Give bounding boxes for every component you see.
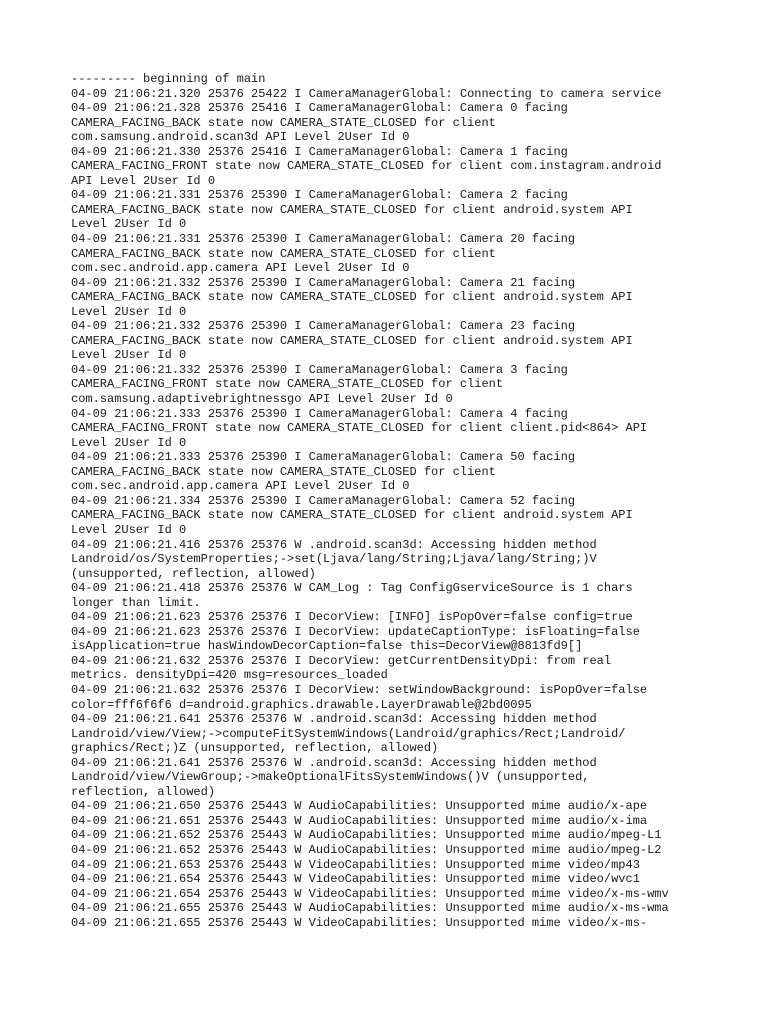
log-line: Level 2User Id 0 xyxy=(71,217,187,232)
log-line: 04-09 21:06:21.652 25376 25443 W AudioCapabilities: Unsupported mime audio/mpeg-L2 xyxy=(71,842,662,857)
log-line: (unsupported, reflection, allowed) xyxy=(71,566,316,581)
log-line: 04-09 21:06:21.331 25376 25390 I CameraManagerGlobal: Camera 2 facing xyxy=(71,188,568,203)
log-line: com.sec.android.app.camera API Level 2User Id 0 xyxy=(71,261,410,276)
log-line: 04-09 21:06:21.333 25376 25390 I CameraManagerGlobal: Camera 4 facing xyxy=(71,406,568,421)
log-line: 04-09 21:06:21.416 25376 25376 W .android.scan3d: Accessing hidden method xyxy=(71,537,597,552)
log-line: CAMERA_FACING_BACK state now CAMERA_STATE_CLOSED for client xyxy=(71,246,496,261)
log-line: 04-09 21:06:21.651 25376 25443 W AudioCapabilities: Unsupported mime audio/x-ima xyxy=(71,813,648,828)
log-line: 04-09 21:06:21.652 25376 25443 W AudioCapabilities: Unsupported mime audio/mpeg-L1 xyxy=(71,828,662,843)
log-line: isApplication=true hasWindowDecorCaption=false this=DecorView@8813fd9[] xyxy=(71,639,583,654)
log-line: reflection, allowed) xyxy=(71,784,216,799)
log-line: CAMERA_FACING_FRONT state now CAMERA_STATE_CLOSED for client client.pid<864> API xyxy=(71,421,648,436)
log-output xyxy=(71,72,711,930)
log-line: 04-09 21:06:21.632 25376 25376 I DecorView: getCurrentDensityDpi: from real xyxy=(71,653,612,668)
log-line: CAMERA_FACING_BACK state now CAMERA_STATE_CLOSED for client android.system API xyxy=(71,202,633,217)
log-line: CAMERA_FACING_FRONT state now CAMERA_STATE_CLOSED for client com.instagram.android xyxy=(71,159,662,174)
log-line: 04-09 21:06:21.641 25376 25376 W .android.scan3d: Accessing hidden method xyxy=(71,712,597,727)
log-line: 04-09 21:06:21.654 25376 25443 W VideoCapabilities: Unsupported mime video/wvc1 xyxy=(71,872,640,887)
log-line: CAMERA_FACING_BACK state now CAMERA_STATE_CLOSED for client android.system API xyxy=(71,508,633,523)
log-line: 04-09 21:06:21.632 25376 25376 I DecorView: setWindowBackground: isPopOver=false xyxy=(71,682,648,697)
log-line: 04-09 21:06:21.654 25376 25443 W VideoCapabilities: Unsupported mime video/x-ms-wmv xyxy=(71,886,669,901)
log-line: Level 2User Id 0 xyxy=(71,348,187,363)
log-line: 04-09 21:06:21.623 25376 25376 I DecorView: [INFO] isPopOver=false config=true xyxy=(71,610,633,625)
log-line: 04-09 21:06:21.655 25376 25443 W VideoCapabilities: Unsupported mime video/x-ms- xyxy=(71,915,648,930)
log-line: Landroid/view/ViewGroup;->makeOptionalFitsSystemWindows()V (unsupported, xyxy=(71,770,590,785)
log-line: 04-09 21:06:21.418 25376 25376 W CAM_Log : Tag ConfigGserviceSource is 1 chars xyxy=(71,581,633,596)
log-line: com.sec.android.app.camera API Level 2User Id 0 xyxy=(71,479,410,494)
log-line: 04-09 21:06:21.333 25376 25390 I CameraManagerGlobal: Camera 50 facing xyxy=(71,450,576,465)
log-line: 04-09 21:06:21.650 25376 25443 W AudioCapabilities: Unsupported mime audio/x-ape xyxy=(71,799,648,814)
log-line: 04-09 21:06:21.330 25376 25416 I CameraManagerGlobal: Camera 1 facing xyxy=(71,144,568,159)
log-line: 04-09 21:06:21.331 25376 25390 I CameraManagerGlobal: Camera 20 facing xyxy=(71,232,576,247)
log-line: Level 2User Id 0 xyxy=(71,435,187,450)
log-line: com.samsung.adaptivebrightnessgo API Level 2User Id 0 xyxy=(71,392,453,407)
log-line: 04-09 21:06:21.320 25376 25422 I CameraManagerGlobal: Connecting to camera service xyxy=(71,86,662,101)
log-line: API Level 2User Id 0 xyxy=(71,173,216,188)
log-line: 04-09 21:06:21.332 25376 25390 I CameraManagerGlobal: Camera 21 facing xyxy=(71,275,576,290)
log-line: CAMERA_FACING_FRONT state now CAMERA_STATE_CLOSED for client xyxy=(71,377,504,392)
log-line: graphics/Rect;)Z (unsupported, reflection, allowed) xyxy=(71,741,439,756)
log-line: Level 2User Id 0 xyxy=(71,522,187,537)
log-line: 04-09 21:06:21.655 25376 25443 W AudioCapabilities: Unsupported mime audio/x-ms-wma xyxy=(71,901,669,916)
log-line: 04-09 21:06:21.332 25376 25390 I CameraManagerGlobal: Camera 3 facing xyxy=(71,362,568,377)
log-line: --------- beginning of main xyxy=(71,72,266,86)
log-line: com.samsung.android.scan3d API Level 2User Id 0 xyxy=(71,130,410,145)
log-line: metrics. densityDpi=420 msg=resources_loaded xyxy=(71,668,388,683)
log-line: 04-09 21:06:21.641 25376 25376 W .android.scan3d: Accessing hidden method xyxy=(71,755,597,770)
log-line: 04-09 21:06:21.328 25376 25416 I CameraManagerGlobal: Camera 0 facing xyxy=(71,101,568,116)
log-line: CAMERA_FACING_BACK state now CAMERA_STATE_CLOSED for client android.system API xyxy=(71,290,633,305)
log-line: 04-09 21:06:21.623 25376 25376 I DecorView: updateCaptionType: isFloating=false xyxy=(71,624,640,639)
log-line: longer than limit. xyxy=(71,595,201,610)
log-line: CAMERA_FACING_BACK state now CAMERA_STATE_CLOSED for client xyxy=(71,115,496,130)
log-line: Level 2User Id 0 xyxy=(71,304,187,319)
log-line: Landroid/view/View;->computeFitSystemWindows(Landroid/graphics/Rect;Landroid/ xyxy=(71,726,626,741)
log-line: CAMERA_FACING_BACK state now CAMERA_STATE_CLOSED for client xyxy=(71,464,496,479)
log-line: 04-09 21:06:21.332 25376 25390 I CameraManagerGlobal: Camera 23 facing xyxy=(71,319,576,334)
log-line: Landroid/os/SystemProperties;->set(Ljava/lang/String;Ljava/lang/String;)V xyxy=(71,552,597,567)
log-line: CAMERA_FACING_BACK state now CAMERA_STATE_CLOSED for client android.system API xyxy=(71,333,633,348)
log-line: 04-09 21:06:21.653 25376 25443 W VideoCapabilities: Unsupported mime video/mp43 xyxy=(71,857,640,872)
log-line: color=fff6f6f6 d=android.graphics.drawable.LayerDrawable@2bd0095 xyxy=(71,697,532,712)
log-line: 04-09 21:06:21.334 25376 25390 I CameraManagerGlobal: Camera 52 facing xyxy=(71,493,576,508)
